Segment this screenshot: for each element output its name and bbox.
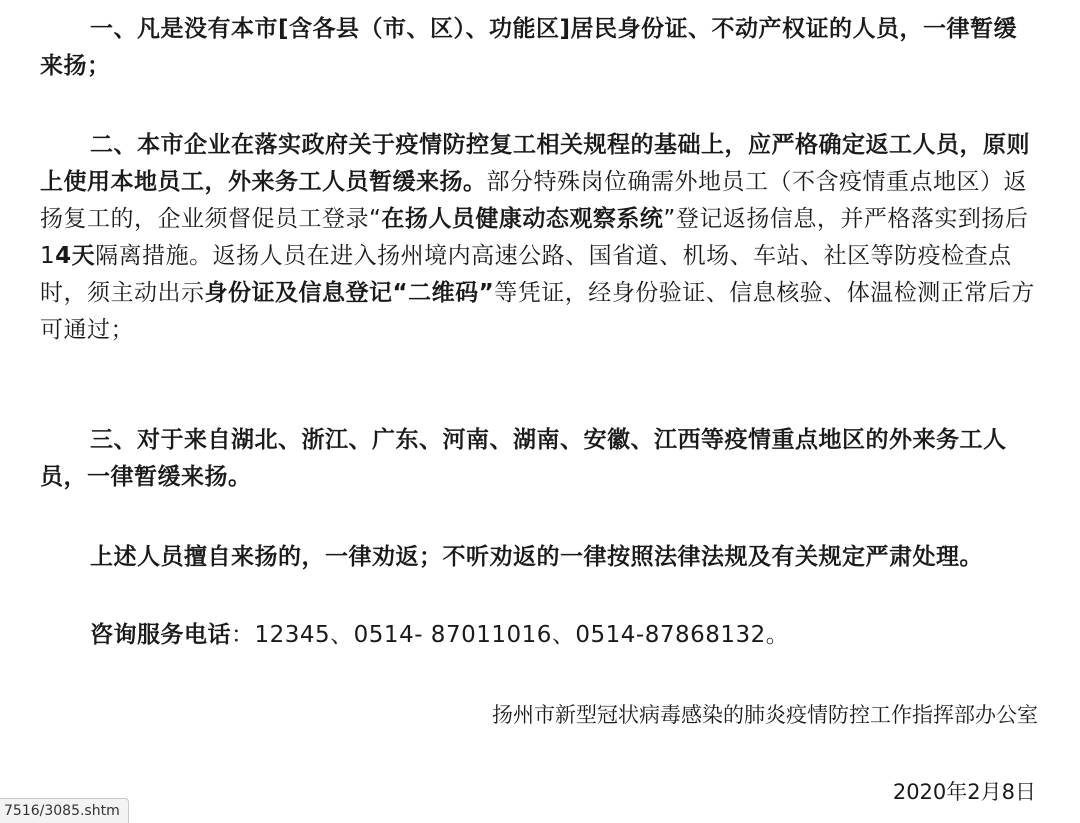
rule-2-system-name: 在扬人员健康动态观察系统 xyxy=(381,206,664,232)
rule-2-text-4: 等凭证，经身份验证、信息核验、体温检测正常后方可通过； xyxy=(40,280,1035,343)
paragraph-rule-1 xyxy=(40,11,1040,85)
issue-date: 2020年2月8日 xyxy=(892,780,1036,804)
paragraph-hotline xyxy=(40,617,1040,654)
paragraph-rule-2 xyxy=(40,127,1040,349)
rule-2-id-qrcode: 身份证及信息登记“二维码” xyxy=(204,280,495,306)
rule-2-text-3: 隔离措施。返扬人员在进入扬州境内高速公路、国省道、机场、车站、社区等防疫检查点时，须主动出示 xyxy=(40,243,1012,306)
hotline-label: 咨询服务电话 xyxy=(90,622,231,648)
status-bar-url: 7516/3085.shtm xyxy=(0,798,129,823)
rule-2-text-1: 部分特殊岗位确需外地员工（不含疫情重点地区）返扬复工的，企业须督促员工登录“ xyxy=(40,169,1027,232)
rule-2-text-2: ”登记返扬信息，并严格落实到扬后1 xyxy=(40,206,1029,269)
paragraph-enforcement xyxy=(40,539,1040,576)
rule-2-bold-intro: 二、本市企业在落实政府关于疫情防控复工相关规程的基础上，应严格确定返工人员，原则上使用本地员工，外来务工人员暂缓来扬。 xyxy=(40,132,1030,195)
paragraph-rule-3 xyxy=(40,422,1040,496)
issuer-signature: 扬州市新型冠状病毒感染的肺炎疫情防控工作指挥部办公室 xyxy=(492,703,1038,727)
enforcement-text: 上述人员擅自来扬的，一律劝返；不听劝返的一律按照法律法规及有关规定严肃处理。 xyxy=(90,544,983,570)
hotline-numbers: ：12345、0514- 87011016、0514-87868132。 xyxy=(231,622,790,648)
rule-1-text: 一、凡是没有本市[含各县（市、区）、功能区]居民身份证、不动产权证的人员，一律暂缓来扬； xyxy=(40,16,1018,79)
rule-3-text: 三、对于来自湖北、浙江、广东、河南、湖南、安徽、江西等疫情重点地区的外来务工人员，一律暂缓来扬。 xyxy=(40,427,1007,490)
rule-2-days: 4天 xyxy=(55,243,96,269)
